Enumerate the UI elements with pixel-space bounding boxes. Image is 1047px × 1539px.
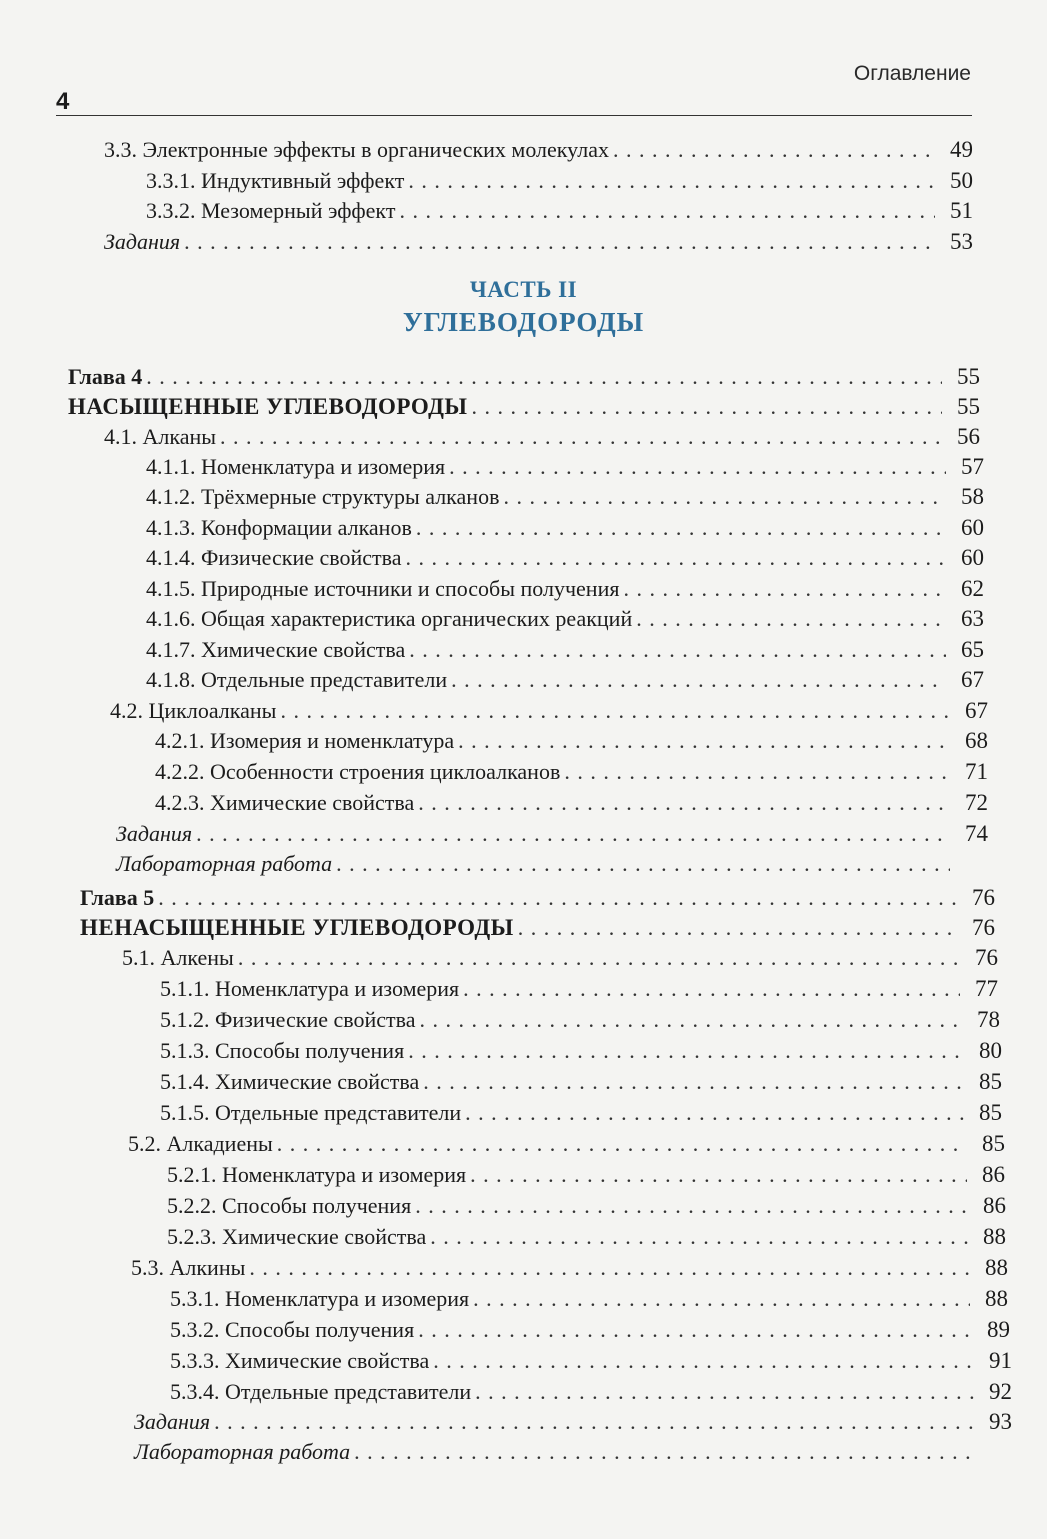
dot-leader [277, 1130, 967, 1158]
toc-entry [104, 423, 980, 451]
toc-entry-label: 4.1.3. Конформации алканов [146, 515, 412, 540]
toc-entry-label: 5.1.5. Отдельные представители [160, 1100, 462, 1125]
toc-entry-label: 4.1.1. Номенклатура и изомерия [146, 454, 446, 479]
toc-entry-page: 85 [979, 1069, 1002, 1094]
part-title: УГЛЕВОДОРОДЫ [402, 307, 645, 337]
dot-leader [518, 914, 957, 942]
toc-entry-page: 78 [977, 1007, 1000, 1032]
toc-entry-page: 56 [957, 424, 980, 449]
dot-leader [196, 820, 950, 848]
toc-entry [170, 1347, 1012, 1375]
toc-entry-label: 5.3. Алкины [131, 1255, 246, 1280]
toc-entry-label: 3.3.2. Мезомерный эффект [146, 198, 396, 223]
toc-entry [170, 1316, 1010, 1344]
toc-entry-page: 49 [950, 137, 973, 162]
toc-entry-label: 4.2.1. Изомерия и номенклатура [155, 728, 455, 753]
toc-entry-label: 4.2.3. Химические свойства [155, 790, 415, 815]
toc-entry-label: 4.1. Алканы [104, 424, 217, 449]
toc-entry-label: Лабораторная работа [116, 851, 333, 876]
toc-entry-label: 5.3.2. Способы получения [170, 1317, 415, 1342]
toc-entry [167, 1192, 1006, 1220]
toc-entry [116, 850, 988, 878]
toc-entry-page: 63 [961, 606, 984, 631]
toc-entry-label: 4.2.2. Особенности строения циклоалканов [155, 759, 561, 784]
toc-entry [160, 1068, 1002, 1096]
dot-leader [399, 197, 935, 225]
toc-entry [68, 363, 980, 391]
toc-entry-page: 86 [983, 1193, 1006, 1218]
toc-entry [146, 167, 973, 195]
toc-entry [160, 975, 998, 1003]
toc-entry-page: 85 [982, 1131, 1005, 1156]
toc-entry-label: 5.2.3. Химические свойства [167, 1224, 427, 1249]
toc-entry [160, 1006, 1000, 1034]
dot-leader [158, 884, 957, 912]
toc-entry-page: 71 [965, 759, 988, 784]
toc-entry-label: 5.2. Алкадиены [128, 1131, 273, 1156]
toc-entry-label: 4.1.6. Общая характеристика органических реакций [146, 606, 633, 631]
dot-leader [418, 1316, 972, 1344]
dot-leader [636, 605, 946, 633]
toc-entry-label: 4.1.4. Физические свойства [146, 545, 402, 570]
toc-entry-label: 4.1.2. Трёхмерные структуры алканов [146, 484, 500, 509]
header-rule [56, 115, 972, 116]
dot-leader [214, 1408, 974, 1436]
toc-entry [104, 228, 973, 256]
toc-entry-page: 76 [975, 945, 998, 970]
dot-leader [184, 228, 935, 256]
dot-leader [418, 789, 950, 817]
toc-entry-label: 5.2.2. Способы получения [167, 1193, 412, 1218]
dot-leader [249, 1254, 970, 1282]
dot-leader [463, 975, 960, 1003]
toc-entry-page: 53 [950, 229, 973, 254]
toc-entry-label: 5.1.1. Номенклатура и изомерия [160, 976, 460, 1001]
toc-entry [146, 544, 984, 572]
dot-leader [220, 423, 942, 451]
dot-leader [406, 544, 946, 572]
toc-entry-page: 65 [961, 637, 984, 662]
toc-entry [116, 820, 988, 848]
toc-entry [160, 1037, 1002, 1065]
toc-entry-label: 5.3.4. Отдельные представители [170, 1379, 472, 1404]
dot-leader [430, 1223, 968, 1251]
toc-entry-page: 57 [961, 454, 984, 479]
toc-entry-page: 68 [965, 728, 988, 753]
toc-entry-label: НЕНАСЫЩЕННЫЕ УГЛЕВОДОРОДЫ [80, 915, 514, 940]
toc-entry-page: 72 [965, 790, 988, 815]
toc-entry [134, 1438, 1012, 1466]
dot-leader [336, 850, 950, 878]
toc-entry [80, 884, 995, 912]
dot-leader [472, 393, 943, 421]
toc-entry [146, 514, 984, 542]
toc-entry [167, 1223, 1006, 1251]
toc-entry [155, 789, 988, 817]
toc-entry-page: 67 [961, 667, 984, 692]
dot-leader [613, 136, 935, 164]
dot-leader [146, 363, 942, 391]
toc-entry-label: 5.1.3. Способы получения [160, 1038, 405, 1063]
dot-leader [420, 1006, 962, 1034]
toc-entry-page: 67 [965, 698, 988, 723]
toc-entry-page: 89 [987, 1317, 1010, 1342]
toc-entry-page: 80 [979, 1038, 1002, 1063]
toc-entry-label: 5.1.2. Физические свойства [160, 1007, 416, 1032]
toc-entry-page: 91 [989, 1348, 1012, 1373]
dot-leader [475, 1378, 974, 1406]
toc-entry-page: 86 [982, 1162, 1005, 1187]
dot-leader [354, 1438, 974, 1466]
toc-entry [128, 1130, 1005, 1158]
dot-leader [623, 575, 946, 603]
toc-entry [170, 1378, 1012, 1406]
dot-leader [503, 483, 946, 511]
dot-leader [465, 1099, 964, 1127]
toc-entry-label: Задания [116, 821, 193, 846]
running-header-title: Оглавление [853, 62, 971, 85]
toc-entry-page: 92 [989, 1379, 1012, 1404]
dot-leader [408, 167, 935, 195]
toc-entry-label: 4.2. Циклоалканы [110, 698, 277, 723]
dot-leader [458, 727, 950, 755]
toc-entry-page: 55 [957, 394, 980, 419]
toc-entry-page: 50 [950, 168, 973, 193]
toc-entry-label: 5.1. Алкены [122, 945, 234, 970]
toc-entry [104, 136, 973, 164]
toc-entry-page: 93 [989, 1409, 1012, 1434]
dot-leader [564, 758, 950, 786]
toc-entry-page: 88 [985, 1255, 1008, 1280]
toc-entry-page: 58 [961, 484, 984, 509]
toc-entry-label: 3.3. Электронные эффекты в органических молекулах [104, 137, 609, 162]
toc-entry-page: 88 [983, 1224, 1006, 1249]
part-label: ЧАСТЬ II [469, 277, 578, 302]
page-number: 4 [56, 88, 70, 115]
toc-entry-label: Задания [134, 1409, 211, 1434]
toc-entry-page: 85 [979, 1100, 1002, 1125]
dot-leader [423, 1068, 964, 1096]
toc-entry [146, 636, 984, 664]
toc-entry [160, 1099, 1002, 1127]
toc-entry [80, 914, 995, 942]
toc-entry [68, 393, 980, 421]
toc-entry-label: 4.1.7. Химические свойства [146, 637, 406, 662]
dot-leader [433, 1347, 974, 1375]
toc-entry-label: 5.1.4. Химические свойства [160, 1069, 420, 1094]
toc-entry-label: НАСЫЩЕННЫЕ УГЛЕВОДОРОДЫ [68, 394, 468, 419]
toc-entry [134, 1408, 1012, 1436]
toc-entry-label: Лабораторная работа [134, 1439, 351, 1464]
toc-entry-page: 76 [972, 885, 995, 910]
toc-entry-label: 4.1.8. Отдельные представители [146, 667, 448, 692]
dot-leader [415, 1192, 968, 1220]
dot-leader [416, 514, 946, 542]
toc-entry-page: 62 [961, 576, 984, 601]
toc-entry-label: 5.2.1. Номенклатура и изомерия [167, 1162, 467, 1187]
toc-entry-label: 4.1.5. Природные источники и способы получения [146, 576, 620, 601]
dot-leader [470, 1161, 967, 1189]
toc-entry-page: 51 [950, 198, 973, 223]
toc-entry [110, 697, 988, 725]
toc-entry [170, 1285, 1008, 1313]
dot-leader [280, 697, 950, 725]
toc-entry [131, 1254, 1008, 1282]
toc-entry [146, 197, 973, 225]
toc-entry-page: 60 [961, 515, 984, 540]
toc-entry [146, 666, 984, 694]
toc-entry [167, 1161, 1005, 1189]
toc-entry-label: Глава 4 [68, 364, 143, 389]
toc-entry [155, 758, 988, 786]
dot-leader [238, 944, 960, 972]
toc-entry-label: Глава 5 [80, 885, 155, 910]
dot-leader [449, 453, 946, 481]
toc-entry-page: 55 [957, 364, 980, 389]
toc-entry-label: Задания [104, 229, 181, 254]
toc-entry-page: 88 [985, 1286, 1008, 1311]
toc-entry-label: 5.3.3. Химические свойства [170, 1348, 430, 1373]
dot-leader [451, 666, 946, 694]
toc-entry-page: 74 [965, 821, 988, 846]
toc-entry [155, 727, 988, 755]
toc-entry [122, 944, 998, 972]
toc-entry-label: 5.3.1. Номенклатура и изомерия [170, 1286, 470, 1311]
toc-entry-label: 3.3.1. Индуктивный эффект [146, 168, 405, 193]
dot-leader [473, 1285, 970, 1313]
toc-entry [146, 575, 984, 603]
dot-leader [408, 1037, 964, 1065]
toc-entry [146, 605, 984, 633]
toc-entry-page: 77 [975, 976, 998, 1001]
toc-entry-page: 60 [961, 545, 984, 570]
toc-entry-page: 76 [972, 915, 995, 940]
toc-entry [146, 453, 984, 481]
dot-leader [409, 636, 946, 664]
toc-entry [146, 483, 984, 511]
